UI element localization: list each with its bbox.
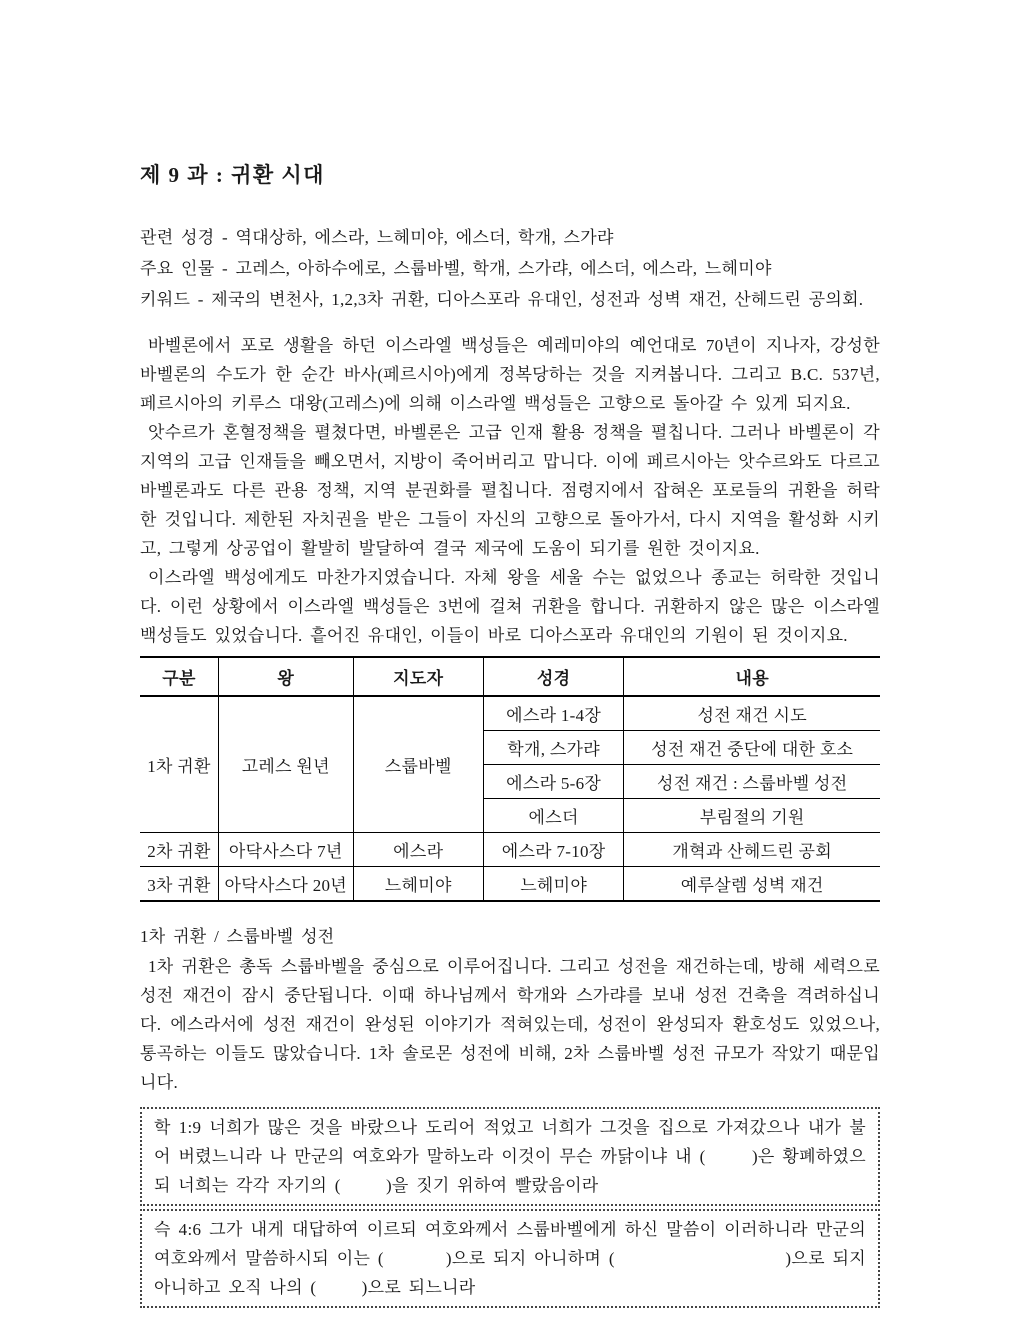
table-header-cell: 구분 xyxy=(140,657,218,696)
table-cell-king: 고레스 원년 xyxy=(218,696,353,833)
table-cell-leader: 느헤미야 xyxy=(353,867,483,902)
meta-block xyxy=(140,222,880,315)
meta-line-main-figures: 주요 인물 - 고레스, 아하수에로, 스룹바벨, 학개, 스가랴, 에스더, 에스라, 느헤미야 xyxy=(140,259,772,278)
table-header-cell: 왕 xyxy=(218,657,353,696)
paragraph-three-returns: 이스라엘 백성에게도 마찬가지였습니다. 자체 왕을 세울 수는 없었으나 종교는 허락한 것입니다. 이런 상황에서 이스라엘 백성들은 3번에 걸쳐 귀환을 합니다. 귀환하지 않은 많은 이스라엘 백성들도 있었습니다. 흩어진 유대인, 이들이 바로 디아스포라 유대인의 기원이 된 것이지요. xyxy=(140,568,880,645)
table-cell-king: 아닥사스다 20년 xyxy=(218,867,353,902)
section-first-return xyxy=(140,922,880,1097)
document-content xyxy=(140,162,880,1308)
paragraph-persia-policy: 앗수르가 혼혈정책을 펼쳤다면, 바벨론은 고급 인재 활용 정책을 펼칩니다. 그러나 바벨론이 각 지역의 고급 인재들을 빼오면서, 지방이 죽어버리고 맙니다. 이에 페르시아는 앗수르와도 다르고 바벨론과도 다른 관용 정책, 지역 분권화를 펼칩니다. 점령지에서 잡혀온 포로들의 귀환을 허락한 것입니다. 제한된 자치권을 받은 그들이 자신의 고향으로 돌아가서, 다시 지역을 활성화 시키고, 그렇게 상공업이 활발히 발달하여 결국 제국에 도움이 되기를 원한 것이지요. xyxy=(140,423,880,558)
table-cell-content: 개혁과 산헤드린 공회 xyxy=(624,833,880,867)
table-cell-gubun: 2차 귀환 xyxy=(140,833,218,867)
table-cell-content: 성전 재건 중단에 대한 호소 xyxy=(624,731,880,765)
table-cell-bible: 느헤미야 xyxy=(483,867,624,902)
quote-boxes xyxy=(140,1107,880,1308)
table-row xyxy=(140,696,880,731)
table-cell-leader: 에스라 xyxy=(353,833,483,867)
table-cell-leader: 스룹바벨 xyxy=(353,696,483,833)
table-cell-bible: 에스라 5-6장 xyxy=(483,765,624,799)
table-row xyxy=(140,833,880,867)
table-cell-content: 예루살렘 성벽 재건 xyxy=(624,867,880,902)
table-header-cell: 지도자 xyxy=(353,657,483,696)
table-cell-bible: 에스더 xyxy=(483,799,624,833)
table-row xyxy=(140,867,880,902)
table-cell-bible: 에스라 1-4장 xyxy=(483,696,624,731)
table-cell-gubun: 3차 귀환 xyxy=(140,867,218,902)
table-header-row xyxy=(140,657,880,696)
paragraph-babylon-captivity: 바벨론에서 포로 생활을 하던 이스라엘 백성들은 예레미야의 예언대로 70년이 지나자, 강성한 바벨론의 수도가 한 순간 바사(페르시아)에게 정복당하는 것을 지켜봅니다. 그리고 B.C. 537년, 페르시아의 키루스 대왕(고레스)에 의해 이스라엘 백성들은 고향으로 돌아갈 수 있게 되지요. xyxy=(140,336,880,413)
table-cell-content: 성전 재건 : 스룹바벨 성전 xyxy=(624,765,880,799)
section-heading: 1차 귀환 / 스룹바벨 성전 xyxy=(140,927,335,946)
paragraph-first-return: 1차 귀환은 총독 스룹바벨을 중심으로 이루어집니다. 그리고 성전을 재건하는데, 방해 세력으로 성전 재건이 잠시 중단됩니다. 이때 하나님께서 학개와 스가랴를 보내 성전 건축을 격려하십니다. 에스라서에 성전 재건이 완성된 이야기가 적혀있는데, 성전이 완성되자 환호성도 있었으나, 통곡하는 이들도 많았습니다. 1차 솔로몬 성전에 비해, 2차 스룹바벨 성전 규모가 작았기 때문입니다. xyxy=(140,957,880,1092)
table-cell-content: 부림절의 기원 xyxy=(624,799,880,833)
meta-line-related-scripture: 관련 성경 - 역대상하, 에스라, 느헤미야, 에스더, 학개, 스가랴 xyxy=(140,228,614,247)
table-header-cell: 성경 xyxy=(483,657,624,696)
table-cell-bible: 에스라 7-10장 xyxy=(483,833,624,867)
returns-summary-table xyxy=(140,656,880,902)
table-header-cell: 내용 xyxy=(624,657,880,696)
table-cell-gubun: 1차 귀환 xyxy=(140,696,218,833)
table-cell-king: 아닥사스다 7년 xyxy=(218,833,353,867)
page-title: 제 9 과 : 귀환 시대 xyxy=(140,163,325,187)
quote-box-haggai: 학 1:9 너희가 많은 것을 바랐으나 도리어 적었고 너희가 그것을 집으로 가져갔으나 내가 불어 버렸느니라 나 만군의 여호와가 말하노라 이것이 무슨 까닭이냐 내 ( )은 황폐하였으되 너희는 각각 자기의 ( )을 짓기 위하여 빨랐음이라 xyxy=(140,1107,880,1206)
quote-box-zechariah: 슥 4:6 그가 내게 대답하여 이르되 여호와께서 스룹바벨에게 하신 말씀이 이러하니라 만군의 여호와께서 말씀하시되 이는 ( )으로 되지 아니하며 ( )으로 되지 아니하고 오직 나의 ( )으로 되느니라 xyxy=(140,1209,880,1308)
table-cell-content: 성전 재건 시도 xyxy=(624,696,880,731)
meta-line-keywords: 키워드 - 제국의 변천사, 1,2,3차 귀환, 디아스포라 유대인, 성전과 성벽 재건, 산헤드린 공의회. xyxy=(140,290,864,309)
table-cell-bible: 학개, 스가랴 xyxy=(483,731,624,765)
